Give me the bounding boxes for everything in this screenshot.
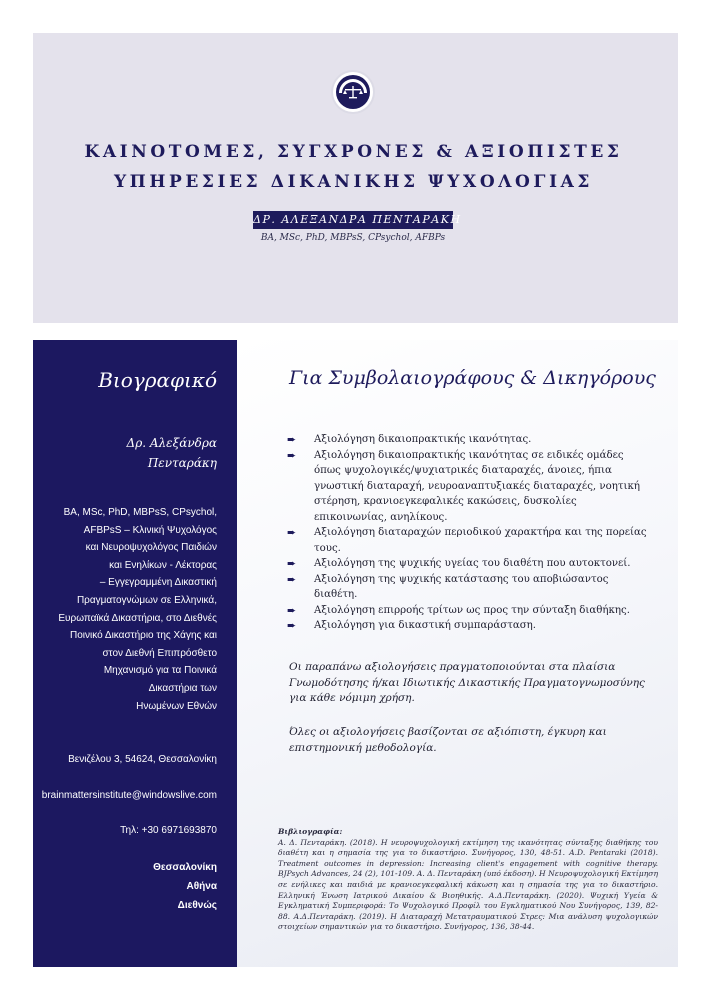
list-item-text: Αξιολόγηση της ψυχικής υγείας του διαθέτη που αυτοκτονεί. [314,558,631,569]
header-title-line2: ΥΠΗΡΕΣΙΕΣ ΔΙΚΑΝΙΚΗΣ ΨΥΧΟΛΟΓΙΑΣ [113,172,594,192]
service-list [287,432,647,634]
sidebar-phone[interactable]: Τηλ: +30 6971693870 [120,825,217,836]
author-name-badge: ΔΡ. ΑΛΕΞΑΝΔΡΑ ΠΕΝΤΑΡΑΚΗ [253,211,453,229]
sidebar-name-line1: Δρ. Αλεξάνδρα [126,436,217,450]
list-item [287,618,647,634]
list-item-text: Αξιολόγηση δικαιοπρακτικής ικανότητας σε ειδικές ομάδες όπως ψυχολογικές/ψυχιατρικές διαταραχές, άνοιες, ήπια γνωστική διαταραχή, νευροαναπτυξιακές διαταραχές, νοητική στέρηση, κρανιοεγκεφαλικές κακώσεις, δυσκολίες επικοινωνίας, ανηλίκους. [314,449,640,523]
sidebar-bio [27,504,217,715]
sidebar [33,340,237,967]
list-item-text: Αξιολόγηση για δικαστική συμπαράσταση. [314,620,537,631]
arrow-right-icon: ➨ [287,433,297,446]
arrow-right-icon: ➨ [287,619,297,632]
list-item [287,432,647,448]
sidebar-cities [153,858,217,915]
city-item: Διεθνώς [177,900,217,911]
bio-line: Μηχανισμό για τα Ποινικά [103,665,217,677]
bio-line: AFBPsS – Κλινική Ψυχολόγος [83,524,217,536]
bio-line: Δικαστήρια των [148,682,217,694]
sidebar-title: Βιογραφικό [98,368,217,392]
list-item [287,572,647,603]
sidebar-address: Βενιζέλου 3, 54624, Θεσσαλονίκη [68,754,217,765]
list-item-text: Αξιολόγηση δικαιοπρακτικής ικανότητας. [314,434,532,445]
bio-line: Ευρωπαϊκά Δικαστήρια, στο Διεθνές [58,612,217,624]
list-item [287,448,647,526]
bio-line: στον Διεθνή Επιπρόσθετο [102,647,217,659]
references [278,827,658,933]
list-item [287,556,647,572]
scales-of-justice-icon [333,72,373,112]
author-credentials: BA, MSc, PhD, MBPsS, CPsychol, AFBPs [260,233,446,243]
bio-line: Ηνωμένων Εθνών [136,700,217,712]
main-content [237,340,678,967]
references-title: Βιβλιογραφία: [278,827,343,836]
arrow-right-icon: ➨ [287,526,297,539]
list-item [287,603,647,619]
bio-line: – Εγγεγραμμένη Δικαστική [99,577,217,589]
logo [333,72,373,112]
paragraph-scope: Οι παραπάνω αξιολογήσεις πραγματοποιούνται στα πλαίσια Γνωμοδότησης ή/και Ιδιωτικής Δικαστικής Πραγματογνωμοσύνης για κάθε νόμιμη χρήση. [289,661,645,704]
arrow-right-icon: ➨ [287,448,297,462]
sidebar-author-name [127,433,217,473]
sidebar-name-line2: Πενταράκη [147,456,217,470]
bio-line: BA, MSc, PhD, MBPsS, CPsychol, [63,507,217,518]
paragraph-methodology: Όλες οι αξιολογήσεις βασίζονται σε αξιόπιστη, έγκυρη και επιστημονική μεθοδολογία. [289,726,607,754]
bio-line: Ποινικό Δικαστήριο της Χάγης και [70,630,217,642]
arrow-right-icon: ➨ [287,572,297,586]
city-item: Αθήνα [186,881,217,892]
main-title: Για Συμβολαιογράφους & Δικηγόρους [289,367,656,389]
city-item: Θεσσαλονίκη [153,862,217,873]
sidebar-email[interactable]: brainmattersinstitute@windowslive.com [41,790,217,801]
arrow-right-icon: ➨ [287,603,297,617]
header-title-line1: ΚΑΙΝΟΤΟΜΕΣ, ΣΥΓΧΡΟΝΕΣ & ΑΞΙΟΠΙΣΤΕΣ [84,142,623,162]
list-item-text: Αξιολόγηση διαταραχών περιοδικού χαρακτήρα και της πορείας τους. [314,527,647,554]
references-text: Α. Δ. Πενταράκη. (2018). Η νευροψυχολογική εκτίμηση της ικανότητας σύνταξης διαθήκης του διαθέτη και η σημασία της για το δικαστήριο. Συνήγορος, 130, 48-51. A.D. Pentaraki (2018). Treatment outcomes in depression: Increasing client's engagement with cognitive therapy. BJPsych Advances, 24 (2), 101-109. Α. Δ. Πενταράκη (υπό έκδοση). Η Νευροψυχολογική Εκτίμηση σε ενήλικες και παιδιά με κρανιοεγκεφαλική κάκωση και η σημασία της για το δικαστήριο. Ελληνική Ένωση Ιατρικού Δικαίου & Βιοηθικής. Α.Δ.Πενταράκη. (2020). Ψυχική Υγεία & Εγκληματική Συμπεριφορά: Το Ψυχολογικό Προφίλ του Εγκληματικού Νου Συνήγορος, 139, 82-88. Α.Δ.Πενταράκη. (2019). Η Διαταραχή Μετατραυματικού Στρες: Μια ανάλυση ψυχολογικών στοιχείων σημαντικών για το δικαστήριο. Συνήγορος, 136, 38-44. [278,837,658,932]
bio-line: και Νευροψυχολόγος Παιδιών [85,542,217,554]
bio-line: και Ενηλίκων - Λέκτορας [109,559,217,571]
arrow-right-icon: ➨ [287,557,297,570]
list-item [287,525,647,556]
list-item-text: Αξιολόγηση της ψυχικής κατάστασης του αποβιώσαντος διαθέτη. [314,573,609,600]
bio-line: Πραγματογνώμων σε Ελληνικά, [76,594,217,606]
list-item-text: Αξιολόγηση επιρροής τρίτων ως προς την σύνταξη διαθήκης. [314,604,630,616]
